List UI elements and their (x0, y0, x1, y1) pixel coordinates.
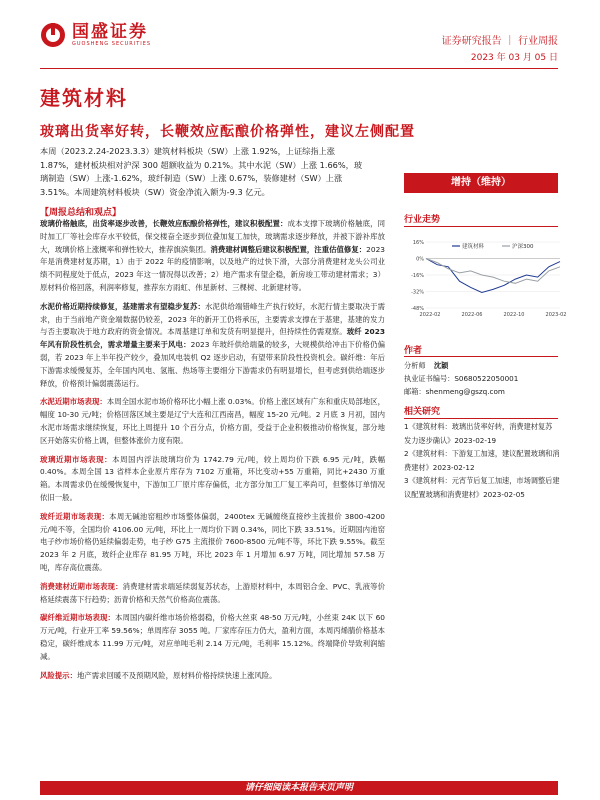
analyst-name: 沈颖 (433, 361, 449, 370)
paragraph-2-tail: 2023 年玻纤供给端量的较多，大规模供给冲击下价格仍偏弱，若 2023 年上半年投产较少，叠加风电装机 Q2 逐步启动，有望带来阶段性投资机会。碳纤维：年后下游需求缓慢复苏，全年国内风电、氢瓶、热场等主要细分下游需求仍有明显增长，但考虑到供给端逐步释放，价格预计偏弱震荡运行。 (40, 340, 385, 388)
logo-name-en: GUOSHENG SECURITIES (72, 41, 152, 47)
related-item[interactable]: 1《建筑材料：玻璃出货率好转，消费建材复苏 (404, 422, 553, 431)
report-type: 证券研究报告 ｜ 行业周报 (441, 36, 558, 47)
header-divider (40, 68, 558, 69)
industry-trend-chart (404, 238, 567, 320)
views-section-title: 【周报总结和观点】 (40, 208, 122, 218)
x-tick-label: 2022-10 (503, 312, 525, 318)
related-item[interactable]: 发力逐步确认》2023-02-19 (404, 435, 497, 445)
market-fiberglass (40, 511, 385, 575)
market-carbon-fiber (40, 612, 385, 663)
related-item[interactable]: 2《建筑材料：下游复工加速，建议配置玻璃和消费建材》2023-02-12 (404, 449, 560, 472)
rating-badge: 增持（维持） (404, 173, 558, 193)
related-divider (404, 418, 558, 419)
market-cement-body: 本周全国水泥市场价格环比小幅上涨 0.03%。价格上涨区域有广东和重庆局部地区，幅度 10-30 元/吨；价格回落区域主要是辽宁大连和江西南昌，幅度 15-20 元/吨。2 月底 3 月初，国内水泥市场需求继续恢复，环比上周提升 10 个百分点，价格方面，受益于企业积极推动价格恢复，部分地区开始落实价格上调，但整体涨价力度有限。 (40, 397, 385, 445)
report-header (0, 0, 600, 70)
analyst-cert: 执业证书编号：S0680522050001 (404, 374, 519, 383)
guosheng-logo-icon (40, 22, 66, 48)
company-logo (40, 22, 151, 48)
paragraph-2 (40, 301, 385, 391)
left-column (40, 218, 385, 688)
paragraph-1-body: 成本支撑下玻璃价格触底，同时加工厂等社会库存水平较低，保交楼奋全逐步到位叠加复工加快，玻璃需求逐步释放，并被下游补库放大，玻璃价格上涨概率和弹性较大，推荐旗滨集团。 (40, 219, 385, 254)
legend-label: 沪深300 (512, 244, 534, 250)
risk-warning-head: 风险提示： (40, 670, 77, 680)
summary-text: 本周（2023.2.24-2023.3.3）建筑材料板块（SW）上涨 1.92%，上证综指上涨 1.87%，建材板块相对沪深 300 超额收益为 0.21%。其中水泥（SW）上涨 1.66%，玻璃制造（SW）上涨-1.62%，玻纤制造（SW）上涨 0.67%，装修建材（SW）上涨 3.51%。本周建筑材料板块（SW）资金净流入额为-9.3 亿元。 (40, 146, 363, 197)
trend-section-title: 行业走势 (404, 215, 441, 225)
related-item[interactable]: 3《建筑材料：元宵节后复工加速，市场调整后建议配置玻璃和消费建材》2023-02-05 (404, 476, 560, 499)
paragraph-1-tail: 2023 年是消费建材复苏期，1）由于 2022 年的疫情影响，以及地产的过快下滑，大部分消费建材龙头公司业绩不同程度处于低点，2023 年这一情况得以改善；2）地产需求有望企稳，新房竣工带动建材需求；3）原材料价格回落，利润率修复，推荐东方雨虹、伟星新材、三棵树、北新建材等。 (40, 244, 385, 292)
paragraph-2-strong: 玻纤 2023 年风有阶段性机会，需求增量主要来于风电： (40, 327, 385, 350)
related-research-list (404, 420, 564, 502)
y-tick-label: 0% (416, 256, 424, 263)
paragraph-2-body: 水泥供给端错峰生产执行较好，水泥行情主要取决于需求，由于当前地产资金端数据仍较差，2023 年的新开工仍将承压，主要需求支撑在于基建，基建的发力与否主要取决于地方政府的资金情况。本周基建订单和发货有明显提升，但持续性仍需观察。 (40, 301, 385, 337)
footer-disclaimer: 请仔细阅读本报告末页声明 (244, 783, 353, 793)
legend-label: 建筑材料 (462, 244, 485, 250)
trend-divider (404, 226, 558, 227)
y-tick-label: -48% (411, 306, 424, 312)
risk-warning (40, 670, 385, 683)
author-info (404, 359, 564, 398)
risk-warning-body: 地产需求回暖不及预期风险，原材料价格持续快速上涨风险。 (76, 670, 277, 680)
market-glass-head: 玻璃近期市场表现： (40, 454, 113, 464)
paragraph-2-head: 水泥价格近期持续修复，基建需求有望稳步复苏： (40, 301, 206, 311)
paragraph-1 (40, 218, 385, 295)
author-section-title: 作者 (404, 346, 423, 356)
y-tick-label: -32% (411, 289, 424, 296)
x-tick-label: 2023-02 (545, 312, 567, 318)
page-footer (0, 778, 600, 796)
market-consumer-materials (40, 581, 385, 607)
author-divider (404, 356, 558, 357)
market-consumer-body: 消费建材需求端延续弱复苏状态，上游原材料中，本周铝合金、PVC、乳液等价格延续震荡下行趋势；沥青价格和天然气价格高位震荡。 (40, 581, 385, 604)
market-cement-head: 水泥近期市场表现： (40, 397, 107, 407)
market-consumer-head: 消费建材近期市场表现： (40, 581, 123, 591)
analyst-label: 分析师 (404, 361, 426, 370)
market-glass-body: 本周国内浮法玻璃均价为 1742.79 元/吨，较上周均价下跌 6.95 元/吨，跌幅 0.40%。本周全国 13 省样本企业原片库存为 7102 万重箱，环比变动+55 万重箱，同比+2430 万重箱。本周需求仍在缓慢恢复中，下游加工厂原片库存偏低，北方部分加工厂复工率尚可，但整体订单情况依旧一般。 (40, 454, 385, 502)
x-tick-label: 2022-02 (419, 312, 441, 318)
report-title: 玻璃出货率好转，长鞭效应酝酿价格弹性，建议左侧配置 (40, 124, 415, 140)
series-line-1 (426, 259, 560, 293)
market-carbon-body: 本周国内碳纤维市场价格弱稳，价格大丝束 48-50 万元/吨，小丝束 24K 以下 60 万元/吨，行业开工率 59.56%；单周库存 3055 吨。厂家库存压力仍大，盈利方面，本周丙烯腈价格基本稳定，碳纤维成本 11.99 万元/吨，对应单吨毛利 2.14 万元/吨，毛利率 15.12%。终端降价导致利润缩减。 (40, 613, 385, 661)
market-glass (40, 454, 385, 505)
report-date: 2023 年 03 月 05 日 (470, 53, 558, 63)
paragraph-1-head: 玻璃价格触底，出货率逐步改善，长鞭效应酝酿价格弹性，建议积极配置： (40, 219, 288, 228)
market-carbon-head: 碳纤维近期市场表现： (40, 613, 115, 623)
x-tick-label: 2022-06 (461, 312, 483, 318)
analyst-email[interactable]: 邮箱：shenmeng@gszq.com (404, 387, 505, 396)
logo-name-cn: 国盛证券 (72, 22, 148, 42)
market-fiberglass-head: 玻纤近期市场表现： (40, 511, 110, 521)
market-fiberglass-body: 本周无碱池窑粗纱市场整体偏弱，2400tex 无碱缠绕直接纱主流报价 3800-4200 元/吨不等，全国均价 4106.00 元/吨，环比上一周均价下调 0.34%，同比下跌 33.51%。近期国内池窑电子纱市场价格仍延续偏弱走势，电子纱 G75 主流报价 7600-8500 元/吨不等，环比下跌 9.55%。截至 2023 年 2 月底，玻纤企业库存 81.95 万吨，环比 2023 年 1 月增加 6.97 万吨，同比增加 57.58 万吨，库存高位震荡。 (40, 511, 385, 572)
related-section-title: 相关研究 (404, 407, 441, 417)
paragraph-1-strong: 消费建材调整后建议积极配置，注重估值修复： (210, 244, 367, 254)
sector-name: 建筑材料 (40, 86, 128, 110)
y-tick-label: 16% (412, 240, 424, 246)
market-cement (40, 396, 385, 447)
series-line-2 (426, 259, 560, 284)
analyst-row (404, 359, 564, 372)
y-tick-label: -16% (411, 273, 424, 279)
